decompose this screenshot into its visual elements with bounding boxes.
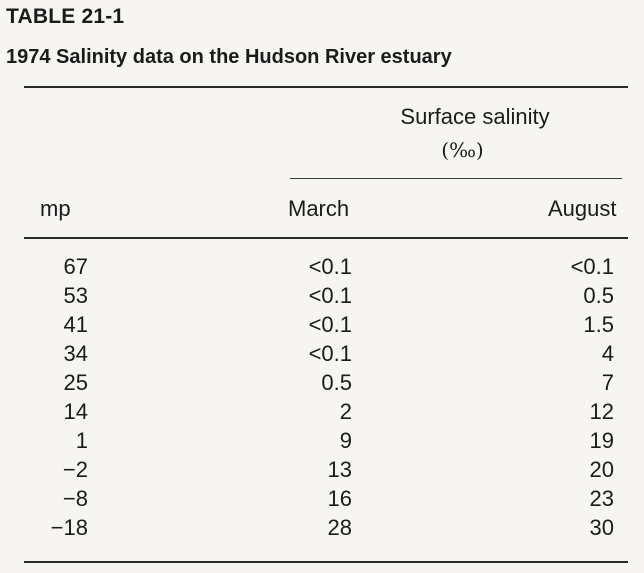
table-row xyxy=(0,310,644,339)
cell-august: <0.1 xyxy=(570,254,614,279)
column-header-march: March xyxy=(288,196,350,221)
table-row xyxy=(0,252,644,281)
cell-mp: 41 xyxy=(63,312,88,337)
cell-mp: 34 xyxy=(63,341,88,366)
cell-mp: 14 xyxy=(63,399,88,424)
cell-mp: 25 xyxy=(63,370,88,395)
surface-salinity-header: Surface salinity xyxy=(400,104,550,129)
bottom-rule xyxy=(24,561,628,563)
cell-march: 9 xyxy=(339,428,352,453)
cell-august: 20 xyxy=(589,457,614,482)
top-rule xyxy=(24,86,628,88)
column-header-august: August xyxy=(548,196,617,221)
cell-march: 13 xyxy=(327,457,352,482)
cell-march: 16 xyxy=(327,486,352,511)
table-label: TABLE 21-1 xyxy=(6,5,125,28)
cell-march: 0.5 xyxy=(321,370,352,395)
span-header-rule xyxy=(290,178,622,179)
table-row xyxy=(0,339,644,368)
cell-mp: −2 xyxy=(62,457,88,482)
table-title: 1974 Salinity data on the Hudson River estuary xyxy=(6,46,452,68)
cell-august: 19 xyxy=(589,428,614,453)
table-row xyxy=(0,484,644,513)
cell-mp: 53 xyxy=(63,283,88,308)
cell-august: 0.5 xyxy=(583,283,614,308)
cell-mp: 1 xyxy=(75,428,88,453)
cell-march: 2 xyxy=(339,399,352,424)
cell-august: 1.5 xyxy=(583,312,614,337)
column-header-mp: mp xyxy=(40,196,71,221)
cell-august: 4 xyxy=(601,341,614,366)
cell-august: 12 xyxy=(589,399,614,424)
cell-march: 28 xyxy=(327,515,352,540)
cell-march: <0.1 xyxy=(308,254,352,279)
table-row xyxy=(0,513,644,542)
cell-august: 23 xyxy=(589,486,614,511)
header-rule xyxy=(24,237,628,239)
table-row xyxy=(0,368,644,397)
table-row xyxy=(0,455,644,484)
table-row xyxy=(0,397,644,426)
cell-mp: 67 xyxy=(63,254,88,279)
salinity-unit-header: (‰) xyxy=(441,138,484,162)
cell-march: <0.1 xyxy=(308,341,352,366)
table-row xyxy=(0,426,644,455)
cell-mp: −8 xyxy=(62,486,88,511)
cell-august: 7 xyxy=(601,370,614,395)
cell-march: <0.1 xyxy=(308,312,352,337)
table-row xyxy=(0,281,644,310)
cell-mp: −18 xyxy=(50,515,88,540)
cell-august: 30 xyxy=(589,515,614,540)
table-body xyxy=(0,252,644,542)
cell-march: <0.1 xyxy=(308,283,352,308)
